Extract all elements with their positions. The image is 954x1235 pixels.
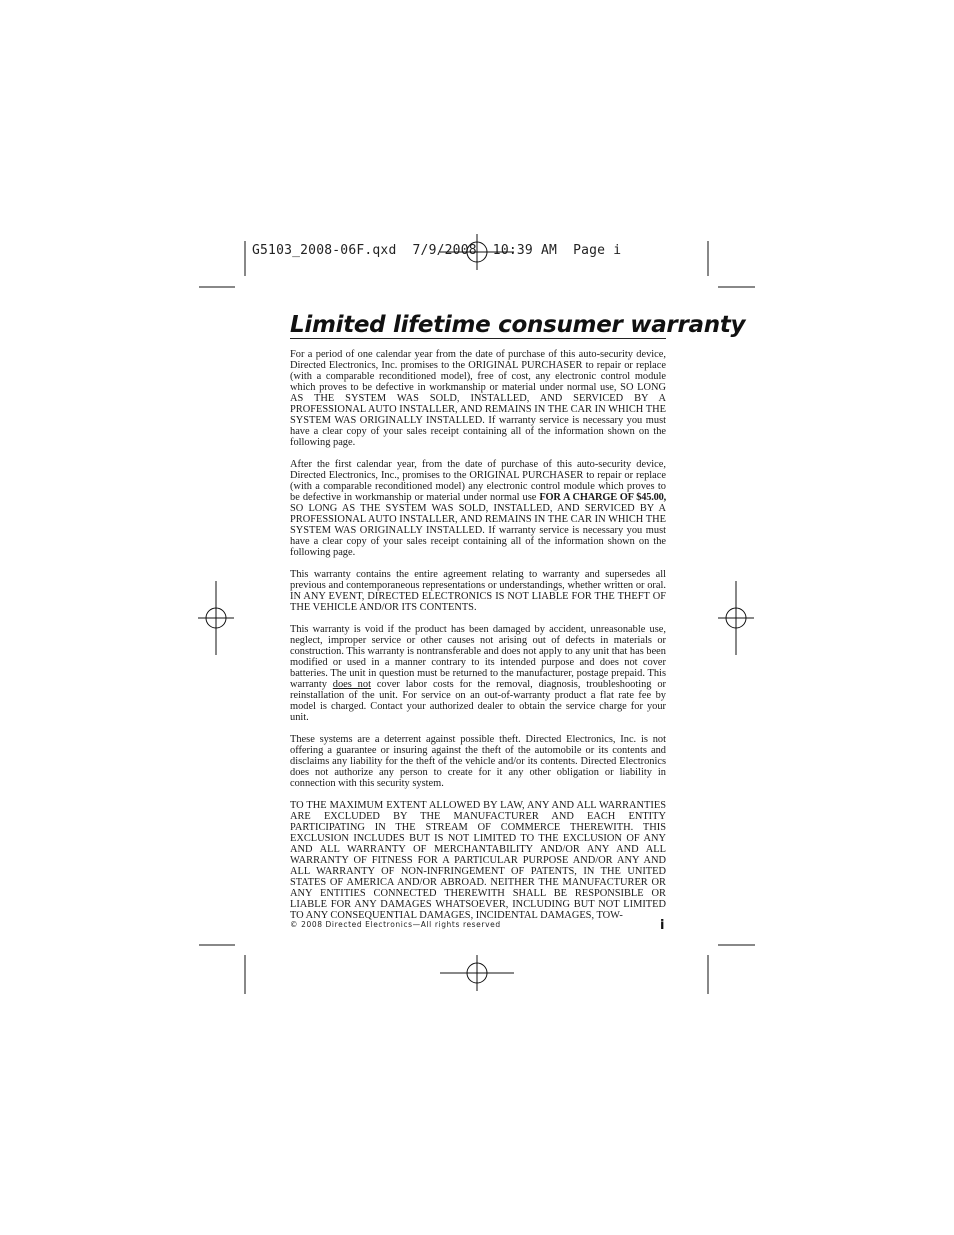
paragraph-after-first-year: After the first calendar year, from the date of purchase of this auto-security device, Directed Electronics, Inc., promises to the ORIGINAL PURCHASER to repair or replace (with a comparable reconditioned model) any electronic control module which proves to be defective in workmanship or material under normal use FOR A CHARGE OF $45.00, SO LONG AS THE SYSTEM WAS SOLD, INSTALLED, AND SERVICED BY A PROFESSIONAL AUTO INSTALLER, AND REMAINS IN THE CAR IN WHICH THE SYSTEM WAS ORIGINALLY INSTALLED. If warranty service is necessary you must have a clear copy of your sales receipt containing all of the information shown on the following page. bbox=[290, 459, 666, 558]
warranty-body bbox=[290, 349, 666, 932]
paragraph-first-year: For a period of one calendar year from the date of purchase of this auto-security device, Directed Electronics, Inc. promises to the ORIGINAL PURCHASER to repair or replace (with a comparable reconditioned model), free of cost, any electronic control module which proves to be defective in workmanship or material under normal use, SO LONG AS THE SYSTEM WAS SOLD, INSTALLED, AND SERVICED BY A PROFESSIONAL AUTO INSTALLER, AND REMAINS IN THE CAR IN WHICH THE SYSTEM WAS ORIGINALLY INSTALLED. If warranty service is necessary you must have a clear copy of your sales receipt containing all of the information shown on the following page. bbox=[290, 349, 666, 448]
file-slug-line: G5103_2008-06F.qxd 7/9/2008 10:39 AM Page i bbox=[252, 243, 622, 258]
underlined-does-not: does not bbox=[332, 679, 371, 690]
charge-amount-text: FOR A CHARGE OF $45.00, bbox=[539, 492, 666, 503]
paragraph-deterrent: These systems are a deterrent against possible theft. Directed Electronics, Inc. is not offering a guarantee or insuring against the theft of the automobile or its contents and disclaims any liability for the theft of the vehicle and/or its contents. Directed Electronics does not authorize any person to create for it any other obligation or liability in connection with this security system. bbox=[290, 734, 666, 789]
registration-mark-bottom bbox=[440, 955, 514, 991]
page-title: Limited lifetime consumer warranty bbox=[290, 312, 746, 338]
paragraph-void-conditions: This warranty is void if the product has been damaged by accident, unreasonable use, neglect, improper service or other causes not arising out of defects in materials or construction. This warranty is nontransferable and does not apply to any unit that has been modified or used in a manner contrary to its intended purpose and does not cover batteries. The unit in question must be returned to the manufacturer, postage prepaid. This warranty does not cover labor costs for the removal, diagnosis, troubleshooting or reinstallation of the unit. For service on an out-of-warranty product a flat rate fee by model is charged. Contact your authorized dealer to obtain the service charge for your unit. bbox=[290, 624, 666, 723]
registration-mark-top bbox=[440, 234, 514, 270]
title-underline-rule bbox=[290, 338, 666, 339]
registration-mark-right bbox=[718, 581, 754, 655]
page-number: i bbox=[660, 918, 665, 933]
footer-copyright: © 2008 Directed Electronics—All rights reserved bbox=[290, 920, 501, 929]
paragraph-exclusions: TO THE MAXIMUM EXTENT ALLOWED BY LAW, ANY AND ALL WARRANTIES ARE EXCLUDED BY THE MANUFACTURER AND EACH ENTITY PARTICIPATING IN THE STREAM OF COMMERCE THEREWITH. THIS EXCLUSION INCLUDES BUT IS NOT LIMITED TO THE EXCLUSION OF ANY AND ALL WARRANTY OF MERCHANTABILITY AND/OR ANY AND ALL WARRANTY OF FITNESS FOR A PARTICULAR PURPOSE AND/OR ANY AND ALL WARRANTY OF NON-INFRINGEMENT OF PATENTS, IN THE UNITED STATES OF AMERICA AND/OR ABROAD. NEITHER THE MANUFACTURER OR ANY ENTITIES CONNECTED THEREWITH SHALL BE RESPONSIBLE OR LIABLE FOR ANY DAMAGES WHATSOEVER, INCLUDING BUT NOT LIMITED TO ANY CONSEQUENTIAL DAMAGES, INCIDENTAL DAMAGES, TOW- bbox=[290, 800, 666, 921]
registration-mark-left bbox=[198, 581, 234, 655]
paragraph-entire-agreement: This warranty contains the entire agreement relating to warranty and supersedes all previous and contemporaneous representations or understandings, whether written or oral. IN ANY EVENT, DIRECTED ELECTRONICS IS NOT LIABLE FOR THE THEFT OF THE VEHICLE AND/OR ITS CONTENTS. bbox=[290, 569, 666, 613]
